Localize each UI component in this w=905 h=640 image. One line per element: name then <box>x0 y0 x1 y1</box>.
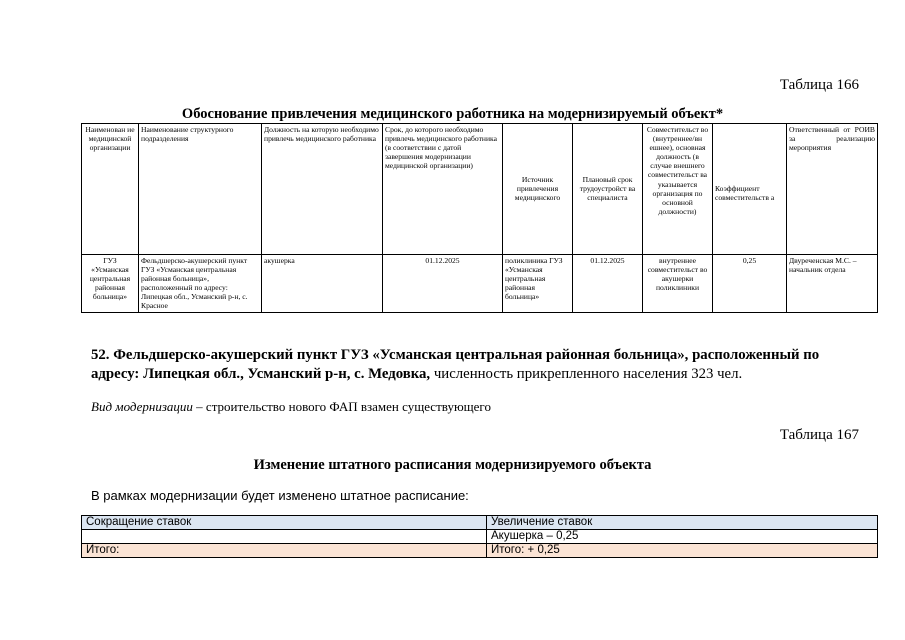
total-row <box>82 544 878 558</box>
table-cell: поликлиника ГУЗ «Усманская центральная районная больница» <box>503 255 573 313</box>
table-title: Обоснование привлечения медицинского работника на модернизируемый объект* <box>181 106 724 122</box>
table-cell: 01.12.2025 <box>573 255 643 313</box>
staffing-table <box>81 515 878 558</box>
total-cell: Итого: + 0,25 <box>487 544 878 558</box>
table-row <box>82 255 878 313</box>
total-cell: Итого: <box>82 544 487 558</box>
header-cell: Наименование структурного подразделения <box>139 124 262 255</box>
modernization-label: Вид модернизации <box>91 399 193 414</box>
recruitment-table <box>81 123 878 313</box>
table-cell: Фельдшерско-акушерский пункт ГУЗ «Усманская центральная районная больница», расположенный по адресу: Липецкая обл., Усманский р-н, с. Красное <box>139 255 262 313</box>
header-cell: Должность на которую необходимо привлечь медицинского работника <box>262 124 383 255</box>
table-header-row <box>82 516 878 530</box>
table-cell: 01.12.2025 <box>383 255 503 313</box>
section-heading-bold: 52. Фельдшерско-акушерский пункт ГУЗ «Усманская центральная районная больница», расположенный по адресу: Липецкая обл., Усманский р-н, с. Медовка, <box>91 347 820 382</box>
table-row <box>82 530 878 544</box>
header-cell: Срок, до которого необходимо привлечь медицинского работника (в соответствии с датой завершения модернизации медицинской организации) <box>383 124 503 255</box>
table-label: Таблица 167 <box>779 427 859 443</box>
header-cell: Источник привлечения медицинского <box>503 124 573 255</box>
header-cell: Сокращение ставок <box>82 516 487 530</box>
table-cell <box>82 530 487 544</box>
table-cell: 0,25 <box>713 255 787 313</box>
header-cell: Ответственный от РОИВ за реализацию мероприятия <box>787 124 878 255</box>
table-header-row <box>82 124 878 255</box>
section-heading <box>91 346 851 384</box>
table-label: Таблица 166 <box>779 77 859 93</box>
table-cell: ГУЗ «Усманская центральная районная больница» <box>82 255 139 313</box>
modernization-type <box>91 399 491 415</box>
header-cell: Наименован ие медицинской организации <box>82 124 139 255</box>
intro-text: В рамках модернизации будет изменено штатное расписание: <box>91 488 469 503</box>
table-cell: акушерка <box>262 255 383 313</box>
table-cell: Двуреченская М.С. – начальник отдела <box>787 255 878 313</box>
section-heading-regular: численность прикрепленного населения 323 чел. <box>430 366 743 382</box>
modernization-text: – строительство нового ФАП взамен существующего <box>192 399 491 414</box>
header-cell: Совместительст во (внутреннее/вн ешнее), основная должность (в случае внешнего совместительст ва указывается организация по основной должности) <box>643 124 713 255</box>
table-cell: внутреннее совместительст во акушерки поликлиники <box>643 255 713 313</box>
header-cell: Увеличение ставок <box>487 516 878 530</box>
table-cell: Акушерка – 0,25 <box>487 530 878 544</box>
table-title: Изменение штатного расписания модернизируемого объекта <box>253 457 652 473</box>
header-cell: Коэффициент совместительств а <box>713 124 787 255</box>
header-cell: Плановый срок трудоустройст ва специалиста <box>573 124 643 255</box>
